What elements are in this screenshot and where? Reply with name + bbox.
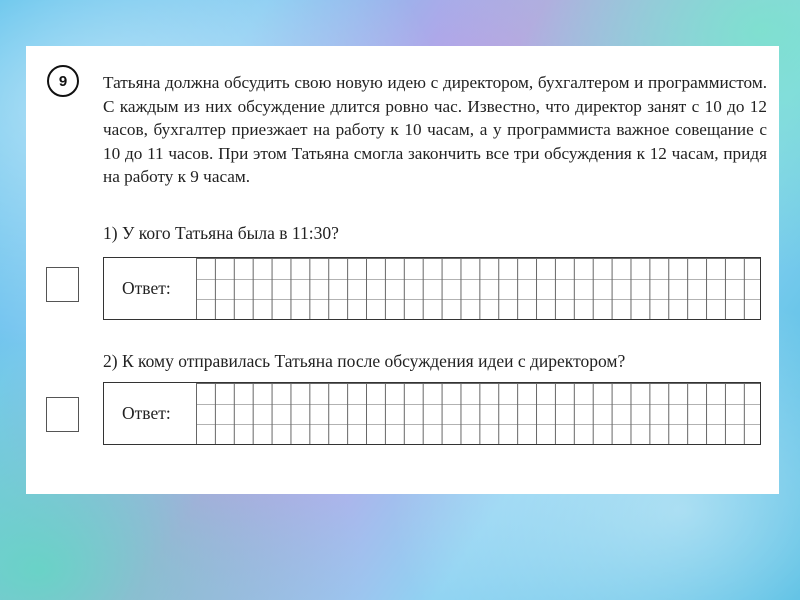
question-1-text: 1) У кого Татьяна была в 11:30?	[103, 223, 339, 243]
task-text: Татьяна должна обсудить свою новую идею с директором, бухгалтером и программистом. С каждым из них обсуждение длится ровно час. Известно, что директор занят с 10 до 12 часов, бухгалтер приезжает на работу к 10 часам, а у программиста важное совещание с 10 до 11 часов. При этом Татьяна смогла закончить все три обсуждения к 12 часам, придя на работу к 9 часам.	[103, 73, 767, 187]
question-2-checkbox[interactable]	[46, 397, 79, 432]
question-1-answer-box	[103, 257, 761, 320]
question-2-answer-grid[interactable]	[196, 383, 760, 444]
question-1-answer-label: Ответ:	[122, 278, 171, 298]
task-sheet	[26, 46, 779, 494]
question-1-answer-grid[interactable]	[196, 258, 760, 319]
question-2-text: 2) К кому отправилась Татьяна после обсуждения идеи с директором?	[103, 351, 626, 371]
question-2-answer-label: Ответ:	[122, 403, 171, 423]
question-2-answer-box	[103, 382, 761, 445]
task-number-badge: 9	[47, 65, 79, 97]
question-1-checkbox[interactable]	[46, 267, 79, 302]
